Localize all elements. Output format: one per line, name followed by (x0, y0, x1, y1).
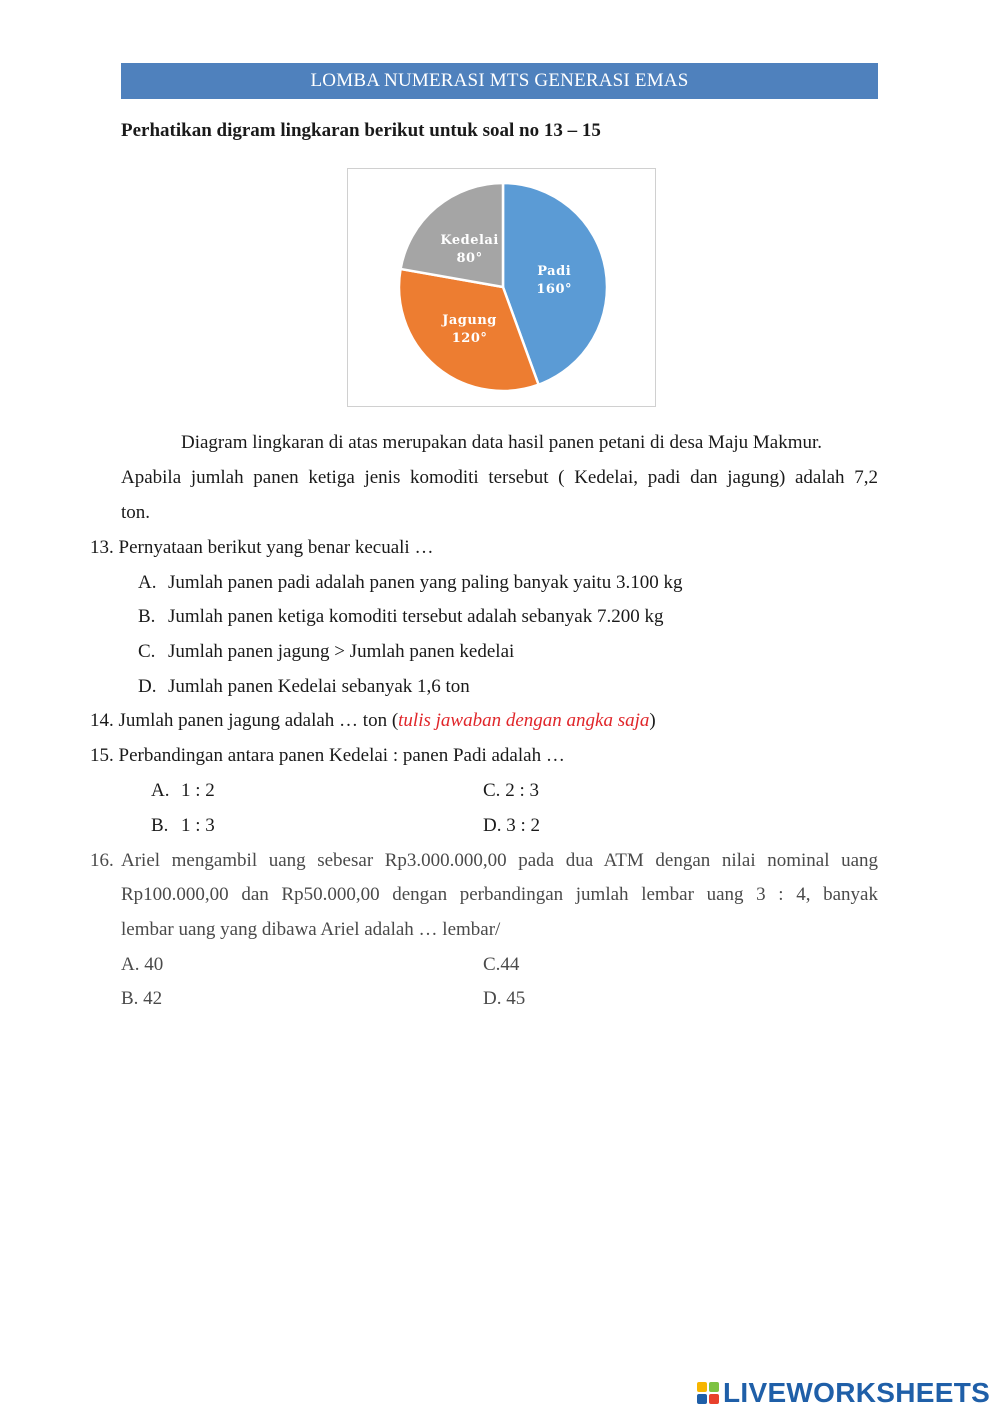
logo-square-4 (709, 1394, 719, 1404)
option-letter: B. (151, 815, 169, 836)
description-line-2: Apabila jumlah panen ketiga jenis komoditi tersebut ( Kedelai, padi dan jagung) adalah 7,2 (121, 467, 878, 488)
q15-option-c[interactable] (483, 780, 539, 802)
option-text: 1 : 3 (181, 815, 215, 836)
description-line-3: ton. (121, 502, 151, 523)
q15-option-b[interactable] (151, 815, 215, 837)
pie-value-padi: 160° (536, 281, 573, 297)
question-15 (90, 745, 565, 767)
description-line-1: Diagram lingkaran di atas merupakan data hasil panen petani di desa Maju Makmur. (181, 432, 823, 453)
q16-option-a[interactable]: A. 40 (121, 954, 164, 975)
question-14 (90, 710, 656, 732)
answer-instruction: tulis jawaban dengan angka saja (398, 710, 650, 731)
q13-option-d[interactable] (138, 676, 470, 698)
q13-option-c[interactable] (138, 641, 514, 663)
q16-option-b[interactable]: B. 42 (121, 988, 163, 1009)
option-text: 1 : 2 (181, 780, 215, 801)
option-text: 2 : 3 (505, 780, 539, 801)
pie-chart (347, 168, 656, 407)
header-title: LOMBA NUMERASI MTS GENERASI EMAS (310, 70, 689, 91)
question-16-number: 16. (90, 850, 114, 871)
question-16-line-1: Ariel mengambil uang sebesar Rp3.000.000,00 pada dua ATM dengan nilai nominal uang (121, 850, 878, 871)
header-banner (121, 63, 878, 99)
question-number: 14. (90, 710, 114, 731)
option-text: Jumlah panen jagung > Jumlah panen kedelai (168, 641, 515, 662)
option-letter: C. (138, 641, 156, 662)
liveworksheets-logo (697, 1377, 990, 1409)
question-text: Jumlah panen jagung adalah … ton ( (118, 710, 399, 731)
option-letter: A. (138, 572, 157, 593)
pie-label-jagung: Jagung (442, 312, 497, 328)
pie-chart-svg (348, 169, 655, 406)
question-16-line-2: Rp100.000,00 dan Rp50.000,00 dengan perbandingan jumlah lembar uang 3 : 4, banyak (121, 884, 878, 905)
option-letter: D. (483, 815, 502, 836)
q15-option-d[interactable] (483, 815, 540, 837)
q13-option-b[interactable] (138, 606, 663, 628)
logo-text: LIVEWORKSHEETS (723, 1377, 991, 1408)
logo-icon (697, 1382, 719, 1404)
pie-value-jagung: 120° (451, 330, 488, 346)
option-text: Jumlah panen padi adalah panen yang paling banyak yaitu 3.100 kg (168, 572, 683, 593)
section-heading: Perhatikan digram lingkaran berikut untuk soal no 13 – 15 (121, 120, 601, 141)
logo-square-2 (709, 1382, 719, 1392)
question-number: 13. (90, 537, 114, 558)
option-text: Jumlah panen ketiga komoditi tersebut adalah sebanyak 7.200 kg (168, 606, 664, 627)
option-text: 3 : 2 (506, 815, 541, 836)
question-text-end: ) (649, 710, 656, 731)
option-letter: B. (138, 606, 156, 627)
question-number: 15. (90, 745, 114, 766)
option-text: Jumlah panen Kedelai sebanyak 1,6 ton (168, 676, 470, 697)
question-text: Perbandingan antara panen Kedelai : panen Padi adalah … (118, 745, 565, 766)
pie-label-padi: Padi (537, 263, 572, 279)
option-letter: A. (151, 780, 170, 801)
question-text: Pernyataan berikut yang benar kecuali … (118, 537, 434, 558)
logo-square-3 (697, 1394, 707, 1404)
logo-square-1 (697, 1382, 707, 1392)
question-13 (90, 537, 433, 559)
pie-label-kedelai: Kedelai (440, 233, 499, 249)
q15-option-a[interactable] (151, 780, 215, 802)
question-16-line-3: lembar uang yang dibawa Ariel adalah … lembar/ (121, 919, 501, 940)
q16-option-d[interactable]: D. 45 (483, 988, 526, 1009)
q13-option-a[interactable] (138, 572, 682, 594)
option-letter: D. (138, 676, 157, 697)
pie-value-kedelai: 80° (456, 251, 483, 267)
option-letter: C. (483, 780, 501, 801)
q16-option-c[interactable]: C.44 (483, 954, 520, 975)
